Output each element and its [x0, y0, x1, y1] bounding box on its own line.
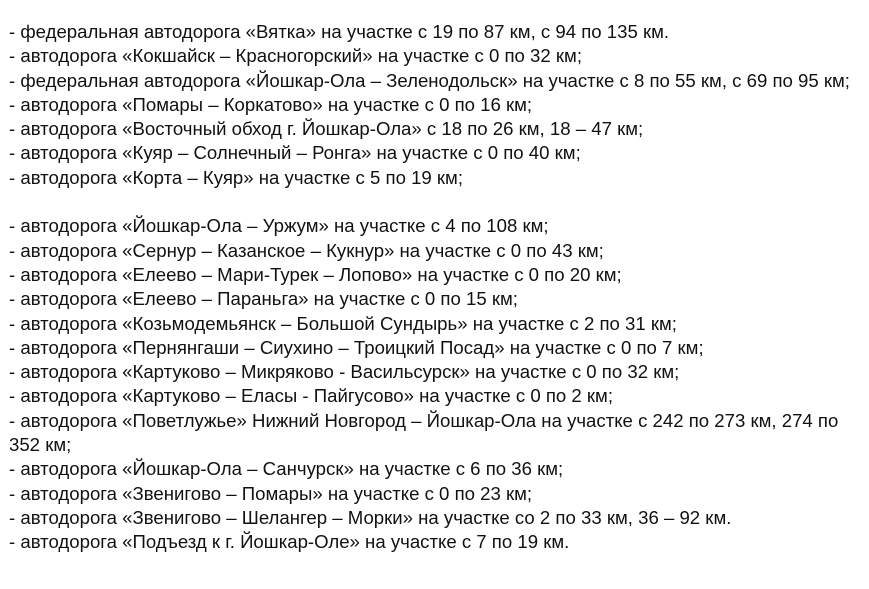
- paragraph-gap: [9, 190, 854, 214]
- list-item: - автодорога «Йошкар-Ола – Уржум» на участке с 4 по 108 км;: [9, 215, 549, 237]
- list-item: - автодорога «Йошкар-Ола – Санчурск» на участке с 6 по 36 км;: [9, 458, 564, 480]
- list-item: - автодорога «Пернянгаши – Сиухино – Троицкий Посад» на участке с 0 по 7 км;: [9, 336, 704, 358]
- list-item: - автодорога «Картуково – Микряково - Васильсурск» на участке с 0 по 32 км;: [9, 361, 680, 383]
- list-item: - автодорога «Подъезд к г. Йошкар-Оле» на участке с 7 по 19 км.: [9, 531, 570, 553]
- road-list-document: [9, 20, 854, 555]
- road-list-group-2: [9, 214, 854, 554]
- list-item: - автодорога «Козьмодемьянск – Большой Сундырь» на участке с 2 по 31 км;: [9, 312, 677, 334]
- list-item: - автодорога «Звенигово – Помары» на участке с 0 по 23 км;: [9, 482, 533, 504]
- list-item: - автодорога «Поветлужье» Нижний Новгород – Йошкар-Ола на участке с 242 по 273 км, 274 по 352 км;: [9, 409, 839, 456]
- list-item: - автодорога «Елеево – Мари-Турек – Лопово» на участке с 0 по 20 км;: [9, 263, 622, 285]
- list-item: - автодорога «Куяр – Солнечный – Ронга» на участке с 0 по 40 км;: [9, 142, 581, 164]
- list-item: - федеральная автодорога «Вятка» на участке с 19 по 87 км, с 94 по 135 км.: [9, 21, 670, 42]
- list-item: - автодорога «Елеево – Параньга» на участке с 0 по 15 км;: [9, 288, 518, 310]
- list-item: - автодорога «Помары – Коркатово» на участке с 0 по 16 км;: [9, 93, 533, 115]
- road-list-group-1: [9, 20, 854, 190]
- list-item: - автодорога «Кокшайск – Красногорский» на участке с 0 по 32 км;: [9, 45, 582, 67]
- list-item: - автодорога «Корта – Куяр» на участке с 5 по 19 км;: [9, 166, 464, 188]
- list-item: - автодорога «Картуково – Еласы - Пайгусово» на участке с 0 по 2 км;: [9, 385, 613, 407]
- list-item: - автодорога «Сернур – Казанское – Кукнур» на участке с 0 по 43 км;: [9, 239, 604, 261]
- list-item: - автодорога «Восточный обход г. Йошкар-Ола» с 18 по 26 км, 18 – 47 км;: [9, 118, 644, 140]
- list-item: - федеральная автодорога «Йошкар-Ола – Зеленодольск» на участке с 8 по 55 км, с 69 по 95 км;: [9, 69, 850, 91]
- list-item: - автодорога «Звенигово – Шелангер – Морки» на участке со 2 по 33 км, 36 – 92 км.: [9, 506, 732, 528]
